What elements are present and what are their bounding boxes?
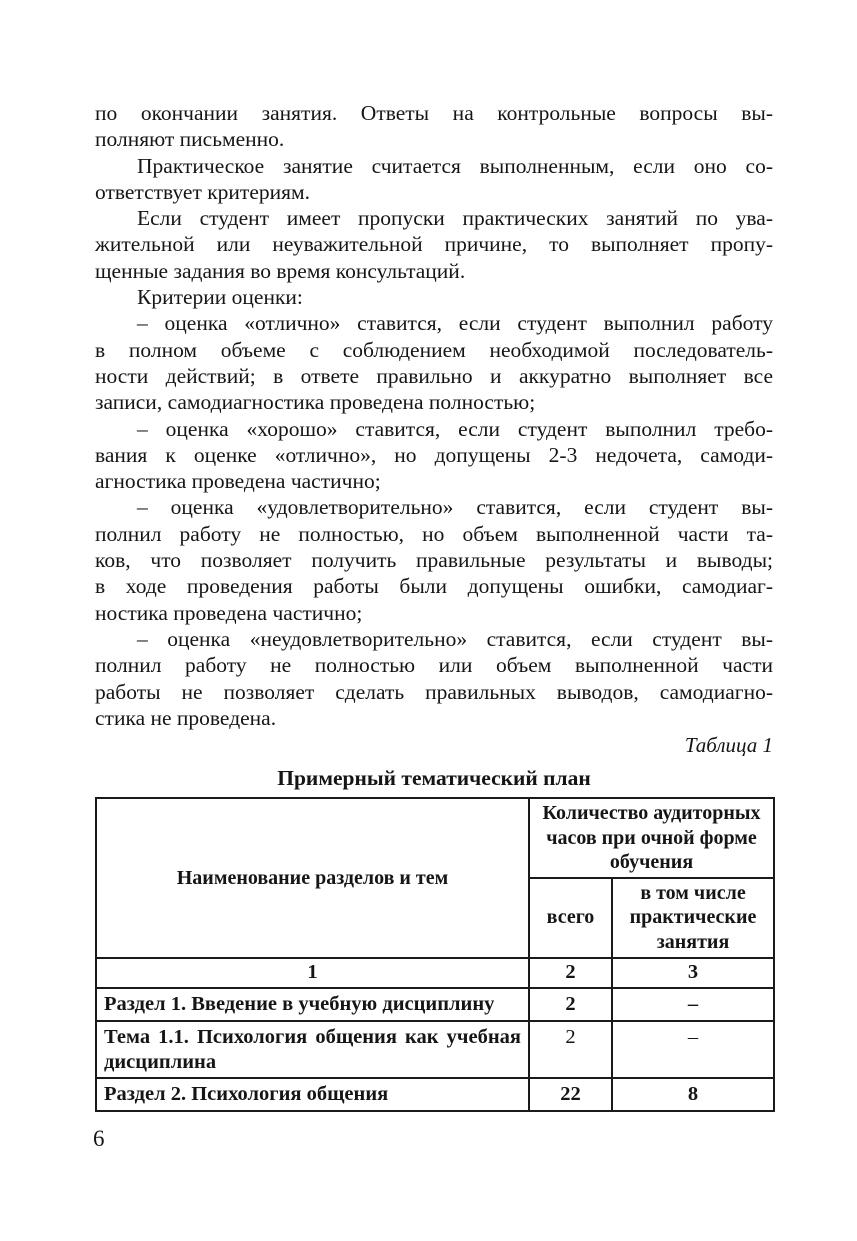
paragraph [95,284,773,310]
cell-practical: 8 [612,1078,774,1111]
text-line: вания к оценке «отлично», но допущены 2-3 недочета, самоди- [95,442,773,467]
text-line: по окончании занятия. Ответы на контрольные вопросы вы- [95,101,773,125]
text-line: – оценка «отлично» ставится, если студент выполнил работу [137,311,773,336]
paragraph [95,494,773,625]
paragraph [95,100,773,153]
paragraph [95,626,773,731]
text-line: ности действий; в ответе правильно и аккуратно выполняет все [95,363,773,388]
header-cell-practical: в том числе практические занятия [612,878,774,958]
cell-name: Раздел 1. Введение в учебную дисциплину [96,988,529,1021]
table-caption: Таблица 1 [684,733,773,758]
header-cell-total: всего [529,878,612,958]
text-line: работы не позволяет сделать правильных выводов, самодиагно- [95,679,773,704]
body-text [95,100,773,731]
cell-total: 2 [529,958,612,989]
text-line: Если студент имеет пропуски практических занятий по ува- [137,206,773,231]
text-line: ков, что позволяет получить правильные результаты и выводы; [95,548,773,573]
cell-practical: – [612,988,774,1021]
cell-name: Раздел 2. Психология общения [96,1078,529,1111]
cell-total: 22 [529,1078,612,1111]
table-row [96,1021,774,1078]
text-line: записи, самодиагностика проведена полностью; [95,390,536,415]
table-body [96,958,774,1112]
cell-name: Тема 1.1. Психология общения как учебная дисциплина [96,1021,529,1078]
cell-practical: – [612,1021,774,1078]
text-line: полнил работу не полностью или объем выполненной части [95,653,773,678]
header-cell-hours-group: Количество аудиторных часов при очной форме обучения [529,798,774,878]
text-line: – оценка «удовлетворительно» ставится, если студент вы- [137,495,773,520]
cell-practical: 3 [612,958,774,989]
text-line: агностика проведена частично; [95,469,381,494]
cell-total: 2 [529,988,612,1021]
page-number: 6 [93,1126,105,1151]
text-column [95,100,773,1112]
paragraph [95,205,773,284]
text-line: – оценка «неудовлетворительно» ставится, если студент вы- [137,626,773,651]
text-line: стика не проведена. [95,705,277,730]
paragraph [95,310,773,415]
cell-name: 1 [96,958,529,989]
text-line: в полном объеме с соблюдением необходимой последователь- [95,337,773,362]
table-row [96,958,774,989]
text-line: ностика проведена частично; [95,600,363,625]
text-line: – оценка «хорошо» ставится, если студент выполнил требо- [137,416,773,441]
header-cell-name: Наименование разделов и тем [96,798,529,958]
text-line: жительной или неуважительной причине, то выполняет пропу- [95,232,773,257]
text-line: в ходе проведения работы были допущены ошибки, самодиаг- [95,574,773,599]
paragraph [95,153,773,206]
paragraph [95,416,773,495]
thematic-plan-table [95,797,775,1112]
table-row [96,1078,774,1111]
table-title: Примерный тематический план [277,766,591,791]
text-line: Практическое занятие считается выполненным, если оно со- [137,153,773,178]
cell-total: 2 [529,1021,612,1078]
text-line: Критерии оценки: [137,285,303,310]
text-line: ответствует критериям. [95,179,310,204]
table-row [96,988,774,1021]
text-line: полнил работу не полностью, но объем выполненной части та- [95,521,773,546]
text-line: полняют письменно. [95,127,285,152]
text-line: щенные задания во время консультаций. [95,258,466,283]
table-header [96,798,774,958]
